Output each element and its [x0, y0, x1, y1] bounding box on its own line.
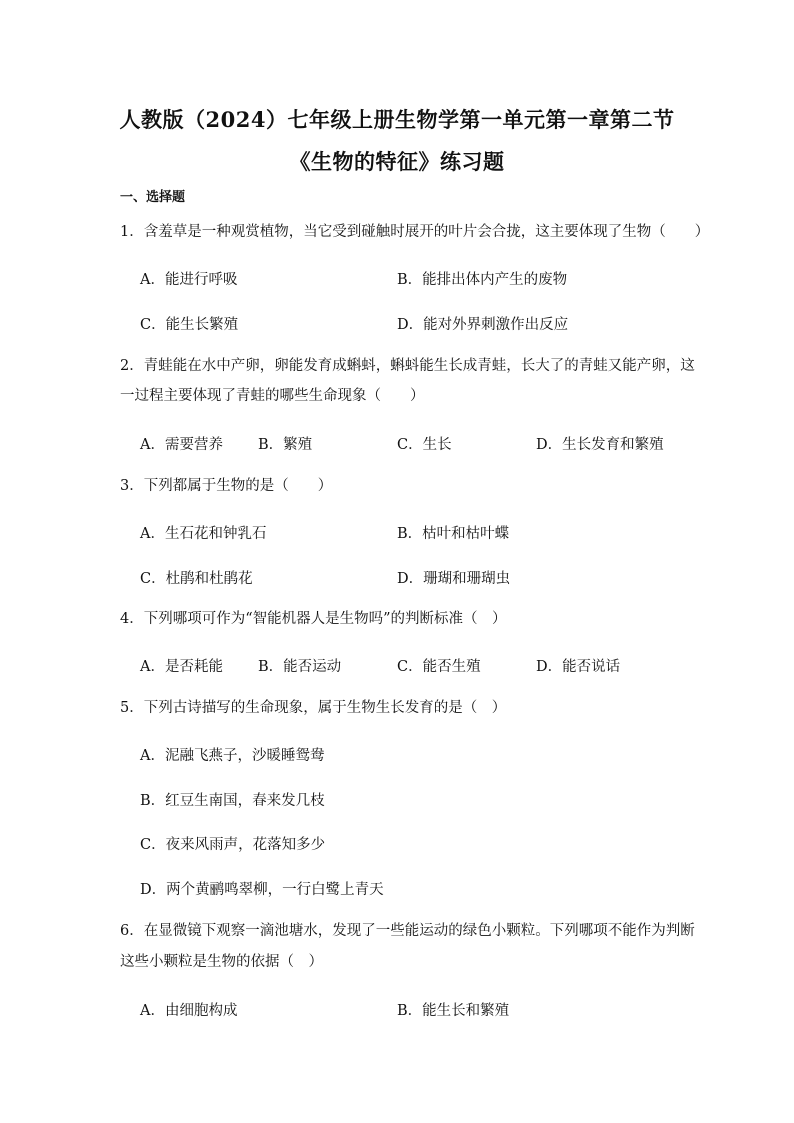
question-6-option-b: B．能生长和繁殖 — [397, 1003, 510, 1019]
question-6-option-a: A．由细胞构成 — [140, 1003, 238, 1019]
question-5-option-b: B．红豆生南国，春来发几枝 — [140, 793, 325, 809]
question-6-stem-line1: 6．在显微镜下观察一滴池塘水，发现了一些能运动的绿色小颗粒。下列哪项不能作为判断 — [120, 923, 695, 939]
question-1-option-b: B．能排出体内产生的废物 — [397, 272, 568, 288]
question-4-stem: 4．下列哪项可作为“智能机器人是生物吗”的判断标准（ ） — [120, 611, 507, 627]
question-2-stem-line2: 一过程主要体现了青蛙的哪些生命现象（ ） — [120, 388, 425, 404]
question-4-option-d: D．能否说话 — [536, 659, 621, 675]
question-2-option-a: A．需要营养 — [140, 437, 223, 453]
question-1-option-d: D．能对外界刺激作出反应 — [397, 317, 569, 333]
question-5-option-a: A．泥融飞燕子，沙暖睡鸳鸯 — [140, 748, 325, 764]
question-2-stem-line1: 2．青蛙能在水中产卵，卵能发育成蝌蚪，蝌蚪能生长成青蛙，长大了的青蛙又能产卵，这 — [120, 358, 695, 374]
question-3-option-a: A．生石花和钟乳石 — [140, 526, 267, 542]
question-3-option-c: C．杜鹃和杜鹃花 — [140, 571, 253, 587]
question-4-option-a: A．是否耗能 — [140, 659, 223, 675]
question-3-option-b: B．枯叶和枯叶蝶 — [397, 526, 510, 542]
question-2-option-d: D．生长发育和繁殖 — [536, 437, 664, 453]
question-5-option-c: C．夜来风雨声，花落知多少 — [140, 837, 326, 853]
question-4-option-b: B．能否运动 — [258, 659, 342, 675]
section-heading: 一、选择题 — [120, 190, 186, 205]
question-4-option-c: C．能否生殖 — [397, 659, 481, 675]
question-1-stem: 1．含羞草是一种观赏植物，当它受到碰触时展开的叶片会合拢，这主要体现了生物（ ） — [120, 224, 710, 240]
question-1-option-a: A．能进行呼吸 — [140, 272, 238, 288]
question-5-option-d: D．两个黄鹂鸣翠柳，一行白鹭上青天 — [140, 882, 384, 898]
question-3-option-d: D．珊瑚和珊瑚虫 — [397, 571, 511, 587]
question-3-stem: 3．下列都属于生物的是（ ） — [120, 478, 333, 494]
question-6-stem-line2: 这些小颗粒是生物的依据（ ） — [120, 954, 323, 970]
document-title-line2: 《生物的特征》练习题 — [289, 149, 505, 174]
question-5-stem: 5．下列古诗描写的生命现象，属于生物生长发育的是（ ） — [120, 700, 507, 716]
question-2-option-c: C．生长 — [397, 437, 452, 453]
question-1-option-c: C．能生长繁殖 — [140, 317, 239, 333]
question-2-option-b: B．繁殖 — [258, 437, 313, 453]
document-title-line1: 人教版（2024）七年级上册生物学第一单元第一章第二节 — [119, 107, 675, 132]
